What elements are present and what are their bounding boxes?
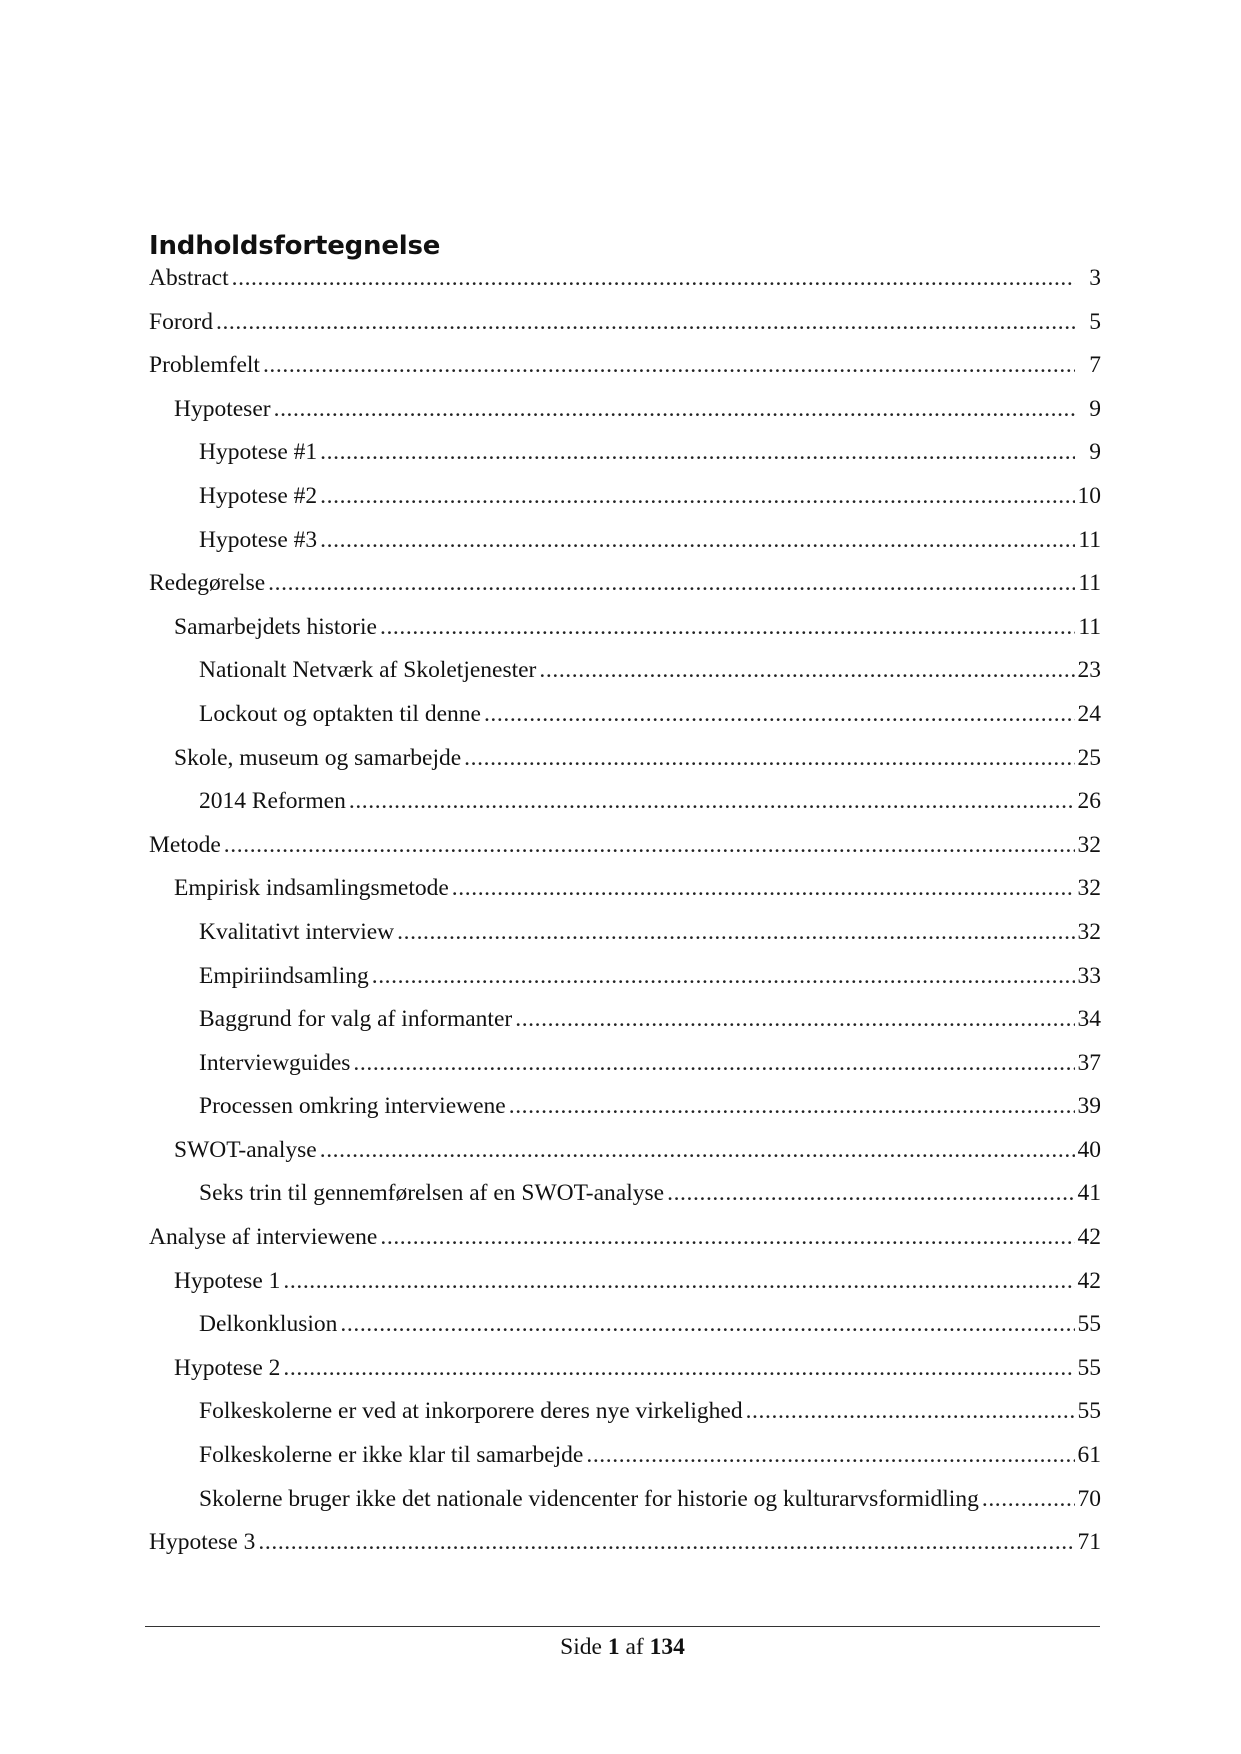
toc-entry-label: Empirisk indsamlingsmetode: [174, 875, 449, 902]
toc-entry-label: Delkonklusion: [199, 1311, 338, 1338]
toc-entry-page-number: 32: [1077, 831, 1101, 858]
toc-entry[interactable]: [149, 483, 1101, 527]
toc-title: Indholdsfortegnelse: [149, 231, 441, 261]
toc-entry-page-number: 24: [1077, 700, 1101, 727]
toc-dot-leader: [263, 352, 1075, 379]
toc-entry-page-number: 61: [1077, 1442, 1101, 1469]
toc-entry-label: Interviewguides: [199, 1049, 351, 1076]
toc-entry[interactable]: [149, 1529, 1101, 1573]
toc-entry-label: Folkeskolerne er ikke klar til samarbejde: [199, 1442, 584, 1469]
toc-dot-leader: [224, 832, 1075, 859]
toc-entry[interactable]: [149, 352, 1101, 396]
toc-entry-page-number: 34: [1077, 1006, 1101, 1033]
toc-dot-leader: [340, 1311, 1075, 1338]
toc-entry-label: Metode: [149, 831, 221, 858]
toc-dot-leader: [320, 439, 1075, 466]
toc-entry[interactable]: [149, 1093, 1101, 1137]
toc-entry-page-number: 9: [1089, 439, 1101, 466]
table-of-contents: [149, 228, 1101, 1573]
toc-dot-leader: [982, 1486, 1075, 1513]
toc-entry-label: Problemfelt: [149, 352, 260, 379]
toc-entry[interactable]: [149, 1486, 1101, 1530]
toc-entry-page-number: 42: [1077, 1224, 1101, 1251]
toc-entry-page-number: 26: [1077, 788, 1101, 815]
toc-dot-leader: [283, 1268, 1075, 1295]
toc-entry[interactable]: [149, 1137, 1101, 1181]
toc-entry-label: Forord: [149, 308, 213, 335]
footer-current-page: 1: [607, 1634, 620, 1660]
toc-entry[interactable]: [149, 1180, 1101, 1224]
toc-entry[interactable]: [149, 1442, 1101, 1486]
toc-entry-page-number: 70: [1077, 1485, 1101, 1512]
toc-entry-label: Skolerne bruger ikke det nationale videncenter for historie og kulturarvsformidling: [199, 1485, 979, 1512]
toc-entry-label: Lockout og optakten til denne: [199, 700, 481, 727]
toc-dot-leader: [586, 1442, 1075, 1469]
toc-dot-leader: [353, 1050, 1075, 1077]
toc-entry-label: Hypotese #3: [199, 526, 318, 553]
toc-entry[interactable]: [149, 265, 1101, 309]
toc-entry[interactable]: [149, 875, 1101, 919]
toc-entry[interactable]: [149, 1050, 1101, 1094]
toc-entry[interactable]: [149, 1398, 1101, 1442]
toc-entry[interactable]: [149, 1224, 1101, 1268]
toc-dot-leader: [380, 1224, 1075, 1251]
toc-entry[interactable]: [149, 1311, 1101, 1355]
toc-entry-label: Hypotese 1: [174, 1267, 281, 1294]
toc-dot-leader: [397, 919, 1075, 946]
toc-entry-page-number: 71: [1077, 1529, 1101, 1556]
toc-entry-page-number: 11: [1078, 526, 1101, 553]
toc-entry-label: SWOT-analyse: [174, 1136, 317, 1163]
toc-entry-page-number: 32: [1077, 918, 1101, 945]
page-footer: [145, 1627, 1100, 1667]
toc-entry-page-number: 55: [1077, 1311, 1101, 1338]
toc-entry[interactable]: [149, 832, 1101, 876]
toc-entry[interactable]: [149, 1268, 1101, 1312]
toc-entry-label: Abstract: [149, 265, 229, 291]
toc-entry-label: Seks trin til gennemførelsen af en SWOT-analyse: [199, 1180, 665, 1207]
toc-dot-leader: [746, 1398, 1075, 1425]
toc-entry[interactable]: [149, 657, 1101, 701]
toc-dot-leader: [283, 1355, 1075, 1382]
toc-dot-leader: [452, 875, 1075, 902]
toc-entry[interactable]: [149, 919, 1101, 963]
toc-entry[interactable]: [149, 614, 1101, 658]
toc-dot-leader: [274, 396, 1075, 423]
footer-total-pages: 134: [649, 1634, 685, 1660]
toc-entry-page-number: 55: [1077, 1354, 1101, 1381]
toc-dot-leader: [464, 745, 1075, 772]
toc-entry-label: Hypotese 3: [149, 1529, 256, 1556]
toc-entry-label: Hypotese #2: [199, 482, 318, 509]
toc-entry-label: Samarbejdets historie: [174, 613, 377, 640]
footer-separator: af: [625, 1634, 644, 1660]
toc-entry-page-number: 11: [1078, 613, 1101, 640]
toc-entry-page-number: 11: [1078, 570, 1101, 597]
toc-dot-leader: [539, 657, 1075, 684]
toc-entry[interactable]: [149, 701, 1101, 745]
toc-entry-page-number: 33: [1077, 962, 1101, 989]
toc-entry-page-number: 23: [1077, 657, 1101, 684]
toc-list: [149, 265, 1101, 1573]
toc-entry-page-number: 10: [1077, 482, 1101, 509]
toc-entry[interactable]: [149, 527, 1101, 571]
toc-dot-leader: [380, 614, 1075, 641]
toc-entry-page-number: 37: [1077, 1049, 1101, 1076]
toc-entry[interactable]: [149, 788, 1101, 832]
toc-dot-leader: [372, 963, 1075, 990]
toc-dot-leader: [258, 1529, 1075, 1556]
toc-entry-label: Nationalt Netværk af Skoletjenester: [199, 657, 537, 684]
toc-entry[interactable]: [149, 963, 1101, 1007]
toc-entry-page-number: 41: [1077, 1180, 1101, 1207]
toc-entry-label: Empiriindsamling: [199, 962, 369, 989]
toc-entry-label: Hypotese #1: [199, 439, 318, 466]
toc-entry-page-number: 9: [1089, 395, 1101, 422]
toc-entry-page-number: 32: [1077, 875, 1101, 902]
toc-dot-leader: [320, 1137, 1075, 1164]
footer-prefix: Side: [560, 1634, 602, 1660]
toc-entry-page-number: 55: [1077, 1398, 1101, 1425]
toc-entry-label: Kvalitativt interview: [199, 918, 395, 945]
toc-entry-label: Redegørelse: [149, 570, 266, 597]
toc-entry-page-number: 40: [1077, 1136, 1101, 1163]
toc-dot-leader: [320, 483, 1075, 510]
toc-entry-page-number: 5: [1089, 308, 1101, 335]
toc-entry-page-number: 25: [1077, 744, 1101, 771]
toc-dot-leader: [268, 570, 1075, 597]
toc-entry-page-number: 3: [1089, 265, 1101, 291]
toc-entry-page-number: 42: [1077, 1267, 1101, 1294]
toc-dot-leader: [484, 701, 1075, 728]
toc-dot-leader: [509, 1093, 1075, 1120]
toc-entry-label: Hypoteser: [174, 395, 271, 422]
toc-entry[interactable]: [149, 1355, 1101, 1399]
toc-entry-label: Folkeskolerne er ved at inkorporere deres nye virkelighed: [199, 1398, 743, 1425]
toc-entry[interactable]: [149, 396, 1101, 440]
toc-entry-label: Baggrund for valg af informanter: [199, 1006, 513, 1033]
toc-dot-leader: [667, 1180, 1075, 1207]
toc-entry[interactable]: [149, 745, 1101, 789]
toc-entry-page-number: 39: [1077, 1093, 1101, 1120]
toc-entry-label: Hypotese 2: [174, 1354, 281, 1381]
toc-entry[interactable]: [149, 1006, 1101, 1050]
toc-entry-label: Analyse af interviewene: [149, 1224, 378, 1251]
toc-entry[interactable]: [149, 439, 1101, 483]
toc-dot-leader: [515, 1006, 1075, 1033]
toc-entry[interactable]: [149, 309, 1101, 353]
toc-dot-leader: [232, 265, 1075, 292]
toc-entry-label: 2014 Reformen: [199, 788, 346, 815]
toc-entry-label: Processen omkring interviewene: [199, 1093, 506, 1120]
toc-dot-leader: [349, 788, 1075, 815]
toc-entry-page-number: 7: [1089, 352, 1101, 379]
toc-entry-label: Skole, museum og samarbejde: [174, 744, 462, 771]
toc-entry[interactable]: [149, 570, 1101, 614]
toc-dot-leader: [320, 527, 1075, 554]
toc-dot-leader: [216, 309, 1075, 336]
